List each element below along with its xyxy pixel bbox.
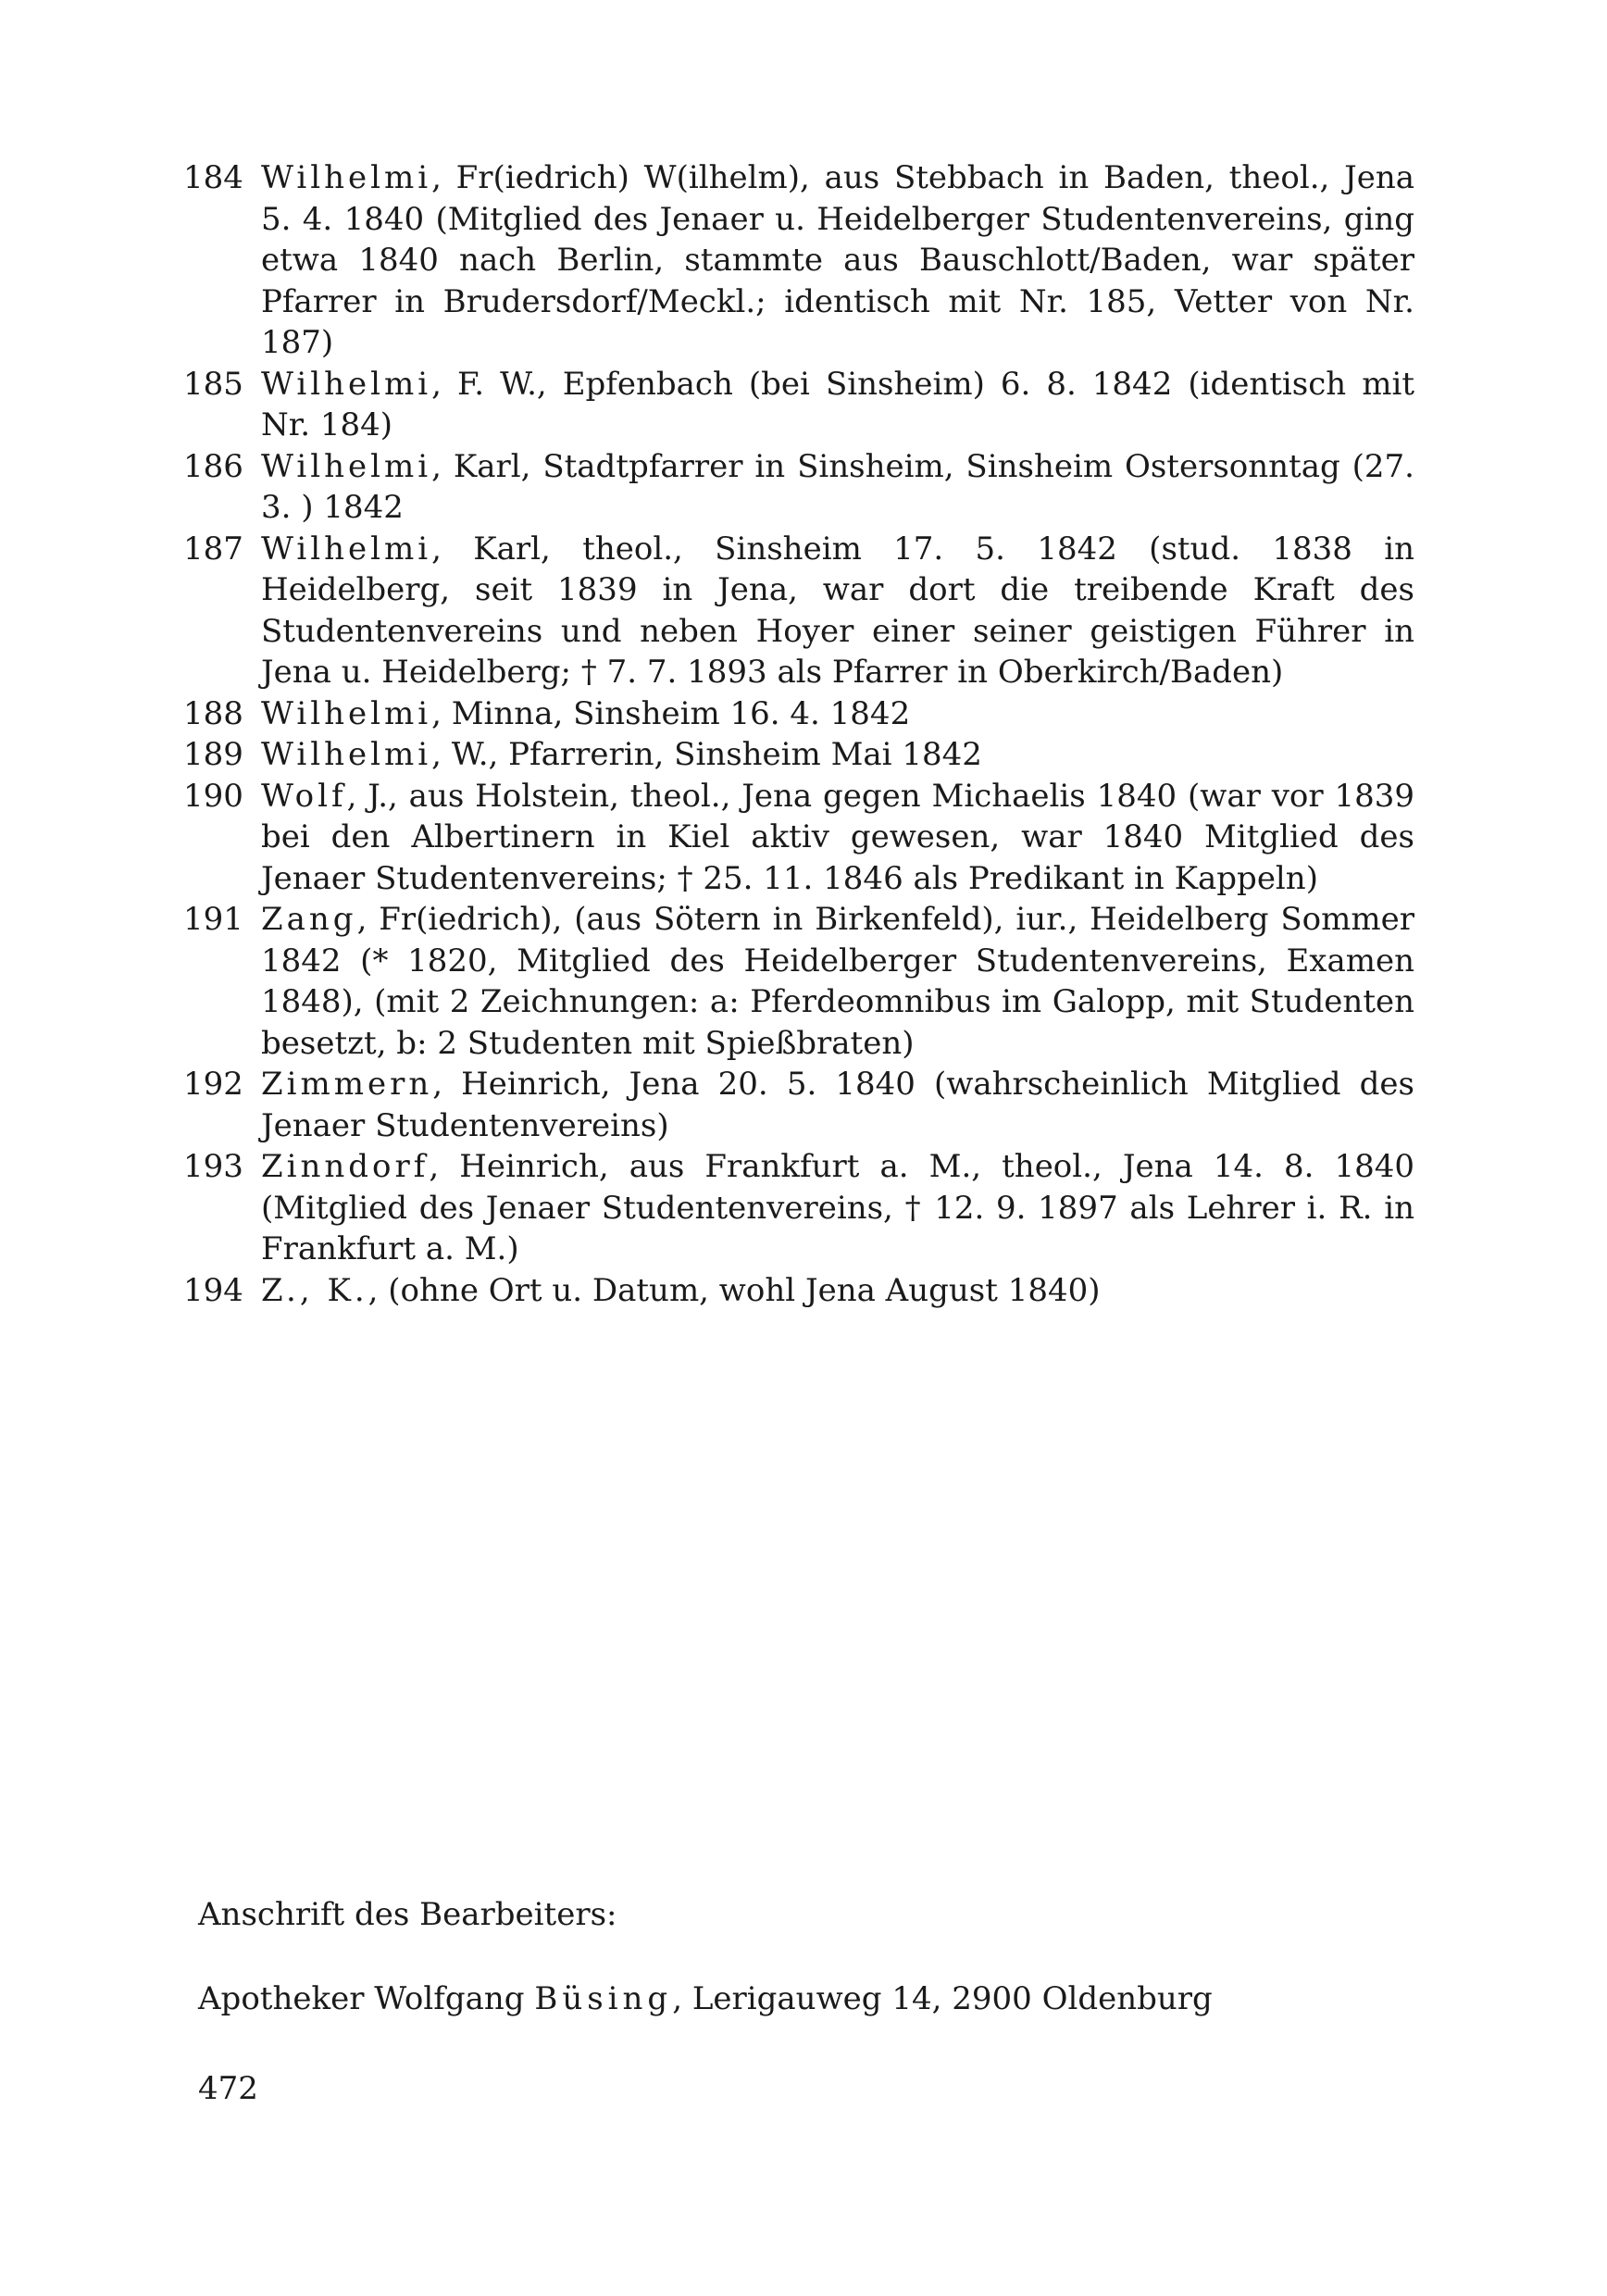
entry-details: , (ohne Ort u. Datum, wohl Jena August 1840) — [367, 1271, 1101, 1309]
entry-details: , Fr(iedrich) W(ilhelm), aus Stebbach in Baden, theol., Jena 5. 4. 1840 (Mitglied des Jenaer u. Heidelberger Studentenvereins, ging etwa 1840 nach Berlin, stammte aus Bauschlott/Baden, war später Pfarrer in Brudersdorf/Meckl.; identisch mit Nr. 185, Vetter von Nr. 187) — [261, 159, 1414, 361]
entry-number: 189 — [183, 736, 243, 773]
entry-text — [261, 1064, 1414, 1146]
entry-name: Zang — [261, 901, 357, 938]
entry-text — [261, 446, 1414, 529]
entry-details: , Minna, Sinsheim 16. 4. 1842 — [431, 694, 911, 732]
entry-number: 191 — [183, 901, 243, 938]
entry-details: , F. W., Epfenbach (bei Sinsheim) 6. 8. 1842 (identisch mit Nr. 184) — [261, 365, 1414, 443]
entry-name: Wilhelmi — [261, 365, 432, 403]
entry-name: Wilhelmi — [261, 530, 432, 568]
entry-name: Wilhelmi — [261, 447, 432, 485]
entry-details: , J., aus Holstein, theol., Jena gegen Michaelis 1840 (war vor 1839 bei den Albertinern in Kiel aktiv gewesen, war 1840 Mitglied des Jenaer Studentenvereins; † 25. 11. 1846 als Predikant in Kappeln) — [261, 777, 1414, 897]
editor-address — [198, 1978, 1213, 2019]
entry-text — [261, 776, 1414, 900]
entry-number: 194 — [183, 1271, 243, 1309]
entry-name: Wilhelmi — [261, 736, 432, 773]
entry-details: , Heinrich, aus Frankfurt a. M., theol., Jena 14. 8. 1840 (Mitglied des Jenaer Studentenvereins, † 12. 9. 1897 als Lehrer i. R. in Frankfurt a. M.) — [261, 1148, 1414, 1267]
entry-details: , Karl, Stadtpfarrer in Sinsheim, Sinsheim Ostersonntag (27. 3. ) 1842 — [261, 447, 1414, 526]
entry-number: 187 — [183, 530, 243, 568]
address-prefix: Apotheker Wolfgang — [198, 1980, 535, 2017]
entry-number: 190 — [183, 777, 243, 815]
entry-text — [261, 693, 1414, 735]
entry-number: 186 — [183, 447, 243, 485]
entry-name: Wilhelmi — [261, 694, 432, 732]
entry-text — [261, 899, 1414, 1064]
list-item — [183, 446, 1414, 529]
entry-text — [261, 529, 1414, 693]
list-item — [183, 1270, 1414, 1312]
editor-surname: Büsing — [534, 1980, 673, 2017]
address-heading: Anschrift des Bearbeiters: — [198, 1896, 617, 1933]
entry-name: Zimmern — [261, 1066, 433, 1103]
entry-number: 193 — [183, 1148, 243, 1185]
entry-details: , Heinrich, Jena 20. 5. 1840 (wahrscheinlich Mitglied des Jenaer Studentenvereins) — [261, 1066, 1414, 1144]
list-item — [183, 693, 1414, 735]
list-item — [183, 1146, 1414, 1270]
list-item — [183, 1064, 1414, 1146]
entry-details: , Fr(iedrich), (aus Sötern in Birkenfeld), iur., Heidelberg Sommer 1842 (* 1820, Mitglied des Heidelberger Studentenvereins, Examen 1848), (mit 2 Zeichnungen: a: Pferdeomnibus im Galopp, mit Studenten besetzt, b: 2 Studenten mit Spießbraten) — [261, 901, 1414, 1062]
entry-name: Wolf — [261, 777, 347, 815]
page-number: 472 — [198, 2070, 258, 2107]
entry-text — [261, 364, 1414, 446]
entry-list — [183, 157, 1414, 1311]
entry-text — [261, 157, 1414, 364]
list-item — [183, 157, 1414, 364]
list-item — [183, 529, 1414, 693]
list-item — [183, 734, 1414, 776]
list-item — [183, 776, 1414, 900]
entry-details: , Karl, theol., Sinsheim 17. 5. 1842 (stud. 1838 in Heidelberg, seit 1839 in Jena, war dort die treibende Kraft des Studentenvereins und neben Hoyer einer seiner geistigen Führer in Jena u. Heidelberg; † 7. 7. 1893 als Pfarrer in Oberkirch/Baden) — [261, 530, 1414, 691]
entry-text — [261, 1270, 1414, 1312]
entry-name: Zinndorf — [261, 1148, 430, 1185]
entry-name: Wilhelmi — [261, 159, 432, 196]
entry-details: , W., Pfarrerin, Sinsheim Mai 1842 — [431, 736, 982, 773]
entry-number: 185 — [183, 365, 243, 403]
address-suffix: , Lerigauweg 14, 2900 Oldenburg — [672, 1980, 1213, 2017]
list-item — [183, 364, 1414, 446]
list-item — [183, 899, 1414, 1064]
entry-name: Z., K. — [261, 1271, 368, 1309]
entry-text — [261, 1146, 1414, 1270]
entry-number: 192 — [183, 1066, 243, 1103]
entry-text — [261, 734, 1414, 776]
entry-number: 184 — [183, 159, 243, 196]
entry-number: 188 — [183, 694, 243, 732]
